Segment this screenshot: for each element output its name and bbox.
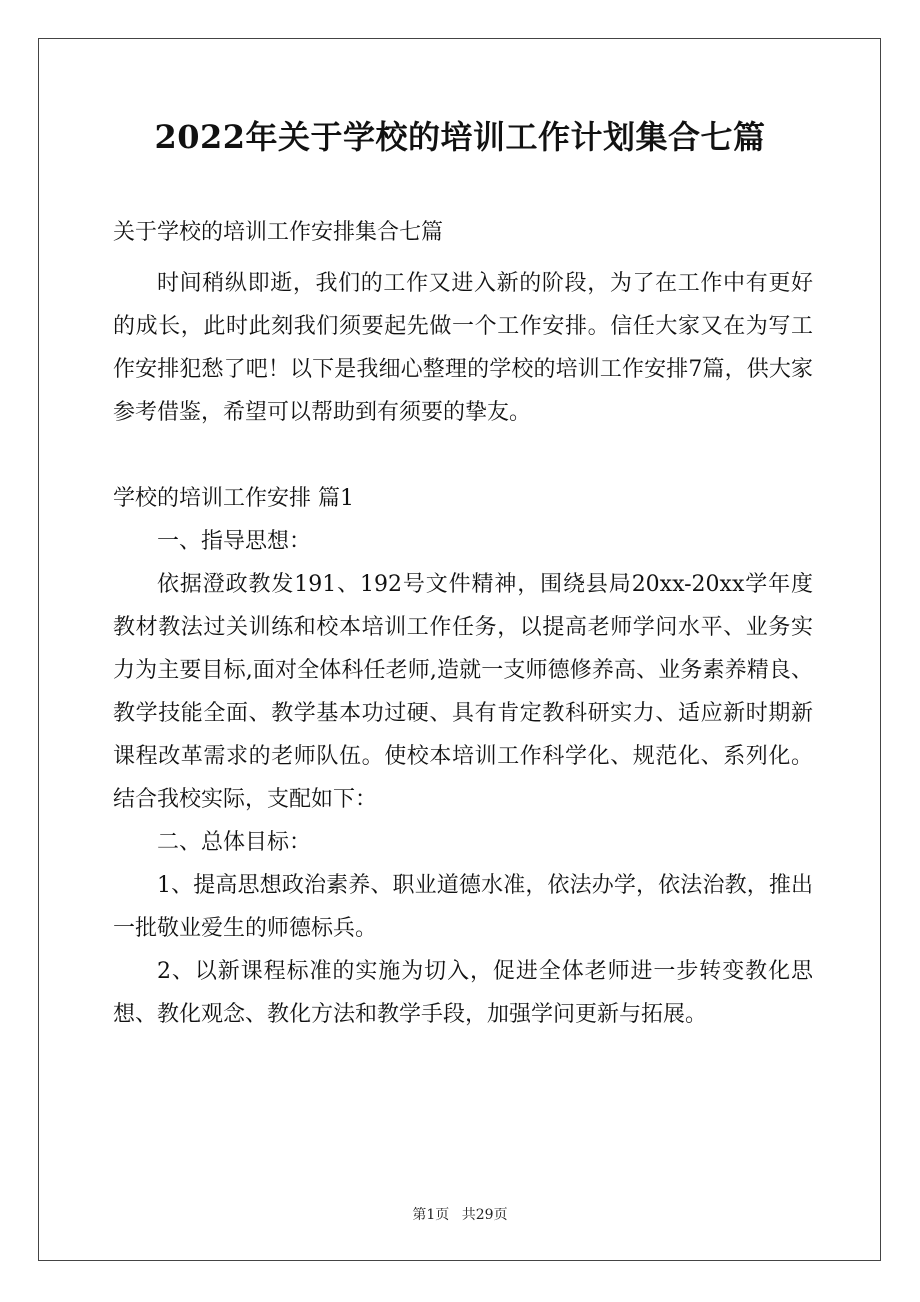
goal-item-2: 2、以新课程标准的实施为切入，促进全体老师进一步转变教化思想、教化观念、教化方法和教学手段，加强学问更新与拓展。 [113, 959, 813, 1027]
page-number: 第1页 [412, 1207, 450, 1223]
document-body [113, 262, 813, 1036]
page-total: 共29页 [461, 1207, 508, 1223]
section-heading: 学校的培训工作安排 篇1 [113, 486, 354, 511]
part1-body: 依据澄政教发191、192号文件精神，围绕县局20xx-20xx学年度教材教法过关训练和校本培训工作任务，以提高老师学问水平、业务实力为主要目标,面对全体科任老师,造就一支师德修养高、业务素养精良、教学技能全面、教学基本功过硬、具有肯定教科研实力、适应新时期新课程改革需求的老师队伍。使校本培训工作科学化、规范化、系列化。结合我校实际，支配如下： [113, 572, 813, 812]
goal-item-1: 1、提高思想政治素养、职业道德水准，依法办学，依法治教，推出一批敬业爱生的师德标兵。 [113, 873, 813, 941]
document-title: 2022年关于学校的培训工作计划集合七篇 [154, 118, 766, 156]
page-footer [0, 1205, 920, 1225]
document-subtitle: 关于学校的培训工作安排集合七篇 [113, 220, 444, 245]
paragraph-gap [113, 434, 813, 477]
part1-heading: 一、指导思想： [157, 529, 312, 554]
part2-heading: 二、总体目标： [157, 830, 312, 855]
intro-paragraph: 时间稍纵即逝，我们的工作又进入新的阶段，为了在工作中有更好的成长，此时此刻我们须要起先做一个工作安排。信任大家又在为写工作安排犯愁了吧！以下是我细心整理的学校的培训工作安排7篇，供大家参考借鉴，希望可以帮助到有须要的挚友。 [113, 271, 813, 425]
